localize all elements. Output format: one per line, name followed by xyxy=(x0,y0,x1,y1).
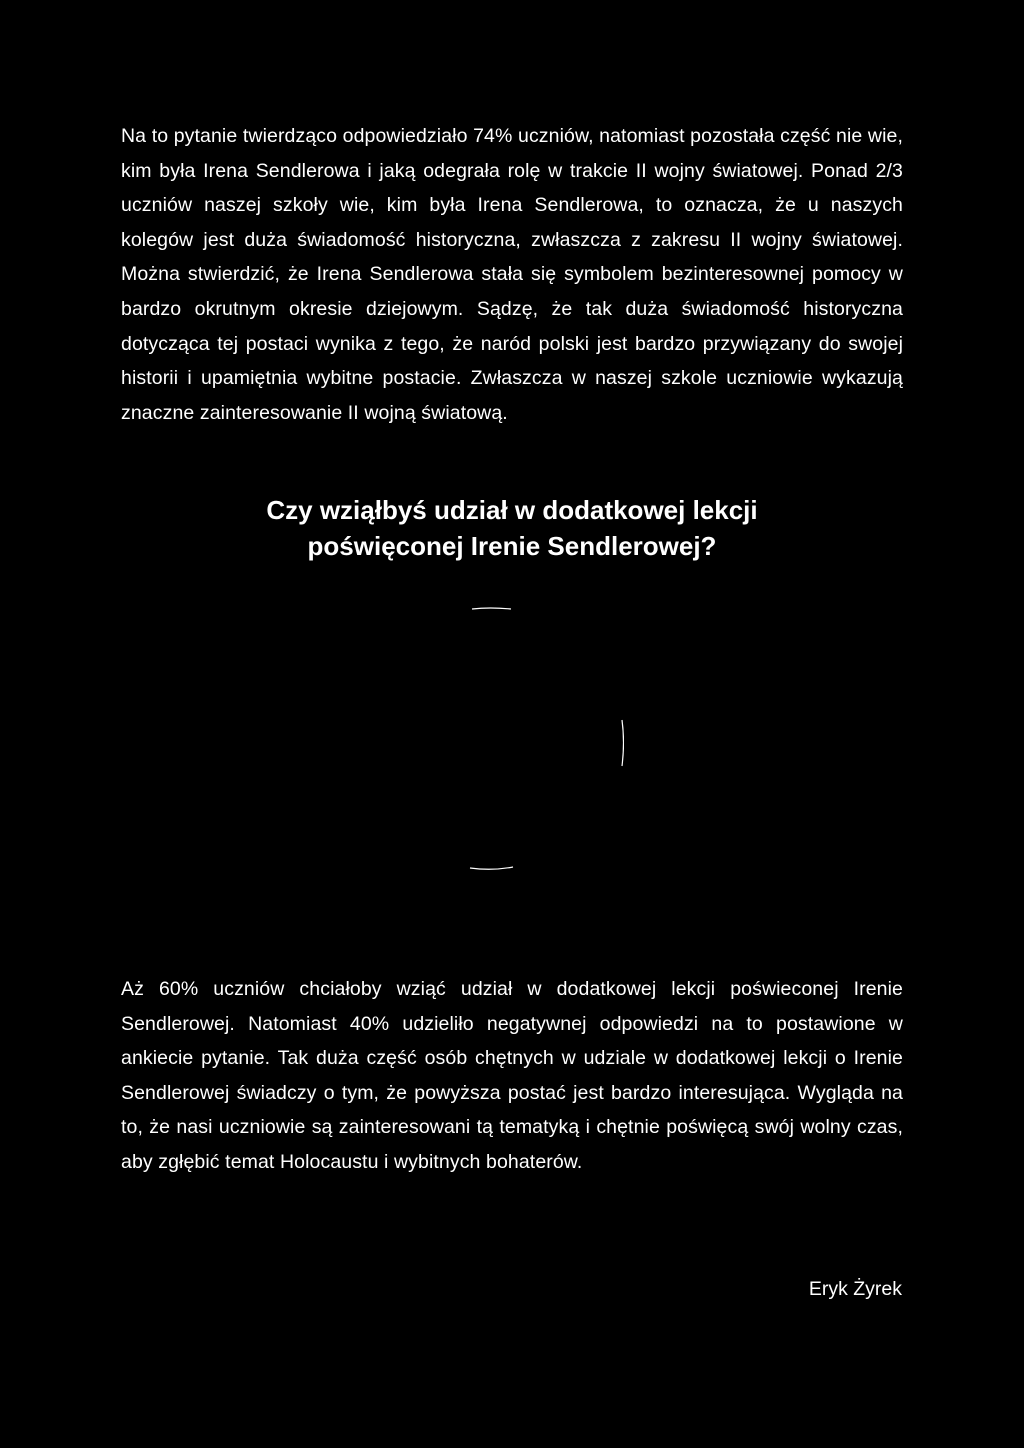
pie-top-arc-fragment xyxy=(472,608,511,609)
chart-heading xyxy=(121,492,903,564)
author-signature: Eryk Żyrek xyxy=(808,1278,902,1300)
paragraph-survey-awareness: Na to pytanie twierdząco odpowiedziało 74% uczniów, natomiast pozostała część nie wie, kim była Irena Sendlerowa i jaką odegrała rolę w trakcie II wojny światowej. Ponad 2/3 uczniów naszej szkoły wie, kim była Irena Sendlerowa, to oznacza, że u naszych kolegów jest duża świadomość historyczna, zwłaszcza z zakresu II wojny światowej. Można stwierdzić, że Irena Sendlerowa stała się symbolem bezinteresownej pomocy w bardzo okrutnym okresie dziejowym. Sądzę, że tak duża świadomość historyczna dotycząca tej postaci wynika z tego, że naród polski jest bardzo przywiązany do swojej historii i upamiętnia wybitne postacie. Zwłaszcza w naszej szkole uczniowie wykazują znaczne zainteresowanie II wojną światową. xyxy=(121,125,903,424)
pie-chart-remnant xyxy=(400,596,624,886)
chart-heading-line-2: poświęconej Irenie Sendlerowej? xyxy=(307,531,717,561)
chart-heading-line-1: Czy wziąłbyś udział w dodatkowej lekcji xyxy=(266,495,758,525)
pie-right-edge-fragment xyxy=(622,720,624,766)
paragraph-survey-lesson: Aż 60% uczniów chciałoby wziąć udział w dodatkowej lekcji poświeconej Irenie Sendlerowej. Natomiast 40% udzieliło negatywnej odpowiedzi na to postawione w ankiecie pytanie. Tak duża część osób chętnych w udziale w dodatkowej lekcji o Irenie Sendlerowej świadczy o tym, że powyższa postać jest bardzo interesująca. Wygląda na to, że nasi uczniowie są zainteresowani tą tematyką i chętnie poświęcą swój wolny czas, aby zgłębić temat Holocaustu i wybitnych bohaterów. xyxy=(121,978,903,1173)
pie-bottom-arc-fragment xyxy=(470,867,513,869)
pie-chart-remnant-svg xyxy=(400,596,624,886)
